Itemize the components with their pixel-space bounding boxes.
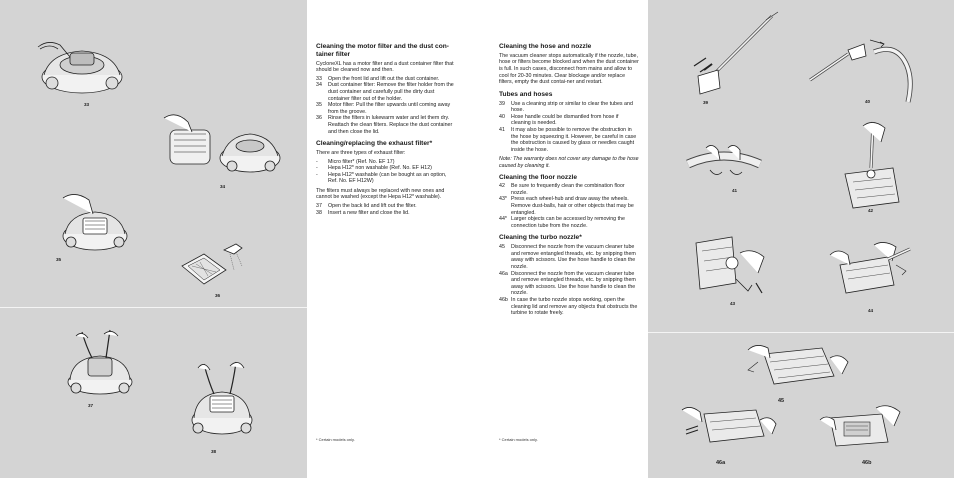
figure-40-label: 40: [865, 99, 871, 104]
figure-35-illustration: [55, 188, 135, 256]
figure-44-label: 44: [868, 308, 874, 313]
figure-39-label: 39: [703, 100, 709, 105]
bullet-item: - Micro filter* (Ref. No. EF 17): [316, 158, 395, 165]
list-item: 37 Open the back lid and lift out the filter.: [316, 203, 417, 210]
figure-36-illustration: [180, 240, 252, 292]
paragraph: There are three types of exhaust filter:: [316, 149, 406, 156]
section-heading: Cleaning the turbo nozzle*: [499, 234, 582, 242]
list-item: 44* Larger objects can be accessed by removing the connection tube from the nozzle.: [499, 216, 625, 229]
section-heading: Cleaning the hose and nozzle: [499, 43, 592, 50]
figure-38-label: 38: [211, 449, 217, 454]
section-heading: Cleaning the motor filter and the dust con-tainer filter: [316, 43, 449, 58]
figure-39-illustration: [668, 10, 783, 102]
figure-41-illustration: [684, 138, 764, 193]
figure-46a-label: 46a: [716, 460, 726, 466]
figure-46b-illustration: [816, 402, 912, 456]
figure-37-label: 37: [88, 403, 94, 408]
section-heading: Cleaning the floor nozzle: [499, 173, 578, 181]
footnote: * Certain models only.: [316, 437, 355, 442]
figure-45-illustration: [744, 340, 854, 395]
figure-45-label: 45: [778, 398, 785, 404]
warranty-note: Note: The warranty does not cover any damage to the hose caused by cleaning it.: [499, 156, 639, 169]
figure-34-label: 34: [220, 184, 226, 189]
figure-34-illustration: [160, 108, 285, 183]
list-item: 35 Motor filter: Pull the filter upwards until coming away from the groove.: [316, 102, 451, 115]
figure-41-label: 41: [732, 188, 738, 193]
list-item: 46a Disconnect the nozzle from the vacuum cleaner tube and remove entangled threads, etc. by snipping them away with scissors. Use the hose handle to clean the nozzle.: [499, 270, 636, 297]
figure-33-label: 33: [84, 102, 90, 107]
figure-36-label: 36: [215, 293, 221, 298]
figure-33-illustration: [30, 35, 130, 100]
bullet-item: - Hepa H12* washable (can be bought as an option, Ref. No. EF H12W): [316, 171, 447, 185]
figure-38-illustration: [186, 358, 256, 442]
list-item: 33 Open the front lid and lift out the dust container.: [316, 75, 440, 82]
list-item: 38 Insert a new filter and close the lid.: [316, 209, 410, 216]
list-item: 46b In case the turbo nozzle stops working, open the cleaning lid and remove any objects that obstructs the turbine to rotate freely.: [499, 297, 638, 317]
list-item: 43* Press each wheel-hub and draw away the wheels. Remove dust-balls, hair or other objects that may be entangled.: [499, 196, 634, 216]
footnote: * Certain models only.: [499, 437, 538, 442]
list-item: 36 Rinse the filters in lukewarm water and let them dry. Reattach the clean filters. Replace the dust container and then close the lid.: [316, 115, 453, 135]
list-item: 40 Hose handle could be dismantled from hose if cleaning is needed.: [499, 113, 619, 127]
list-item: 42 Be sure to frequently clean the combination floor nozzle.: [499, 183, 625, 196]
figure-46a-illustration: [678, 400, 778, 456]
figure-43-label: 43: [730, 301, 736, 306]
right-illustration-panel: [648, 0, 954, 478]
section-heading: Tubes and hoses: [499, 90, 553, 98]
list-item: 45 Disconnect the nozzle from the vacuum cleaner tube and remove entangled threads, etc. by snipping them away with scissors. Use the hose handle to clean the nozzle.: [499, 244, 636, 271]
bullet-item: - Hepa H12* non washable (Ref. No. EF H12): [316, 165, 432, 172]
left-illustration-panel: [0, 0, 307, 478]
paragraph: The vacuum cleaner stops automatically if the nozzle, tube, hose or filters become blocked and when the dust container is full. In such cases, disconnect from mains and allow to cool for 20-30 minutes. Clear blockage and/or replace filters, empty the dust contai-ner and restart.: [499, 52, 639, 86]
paragraph: The filters must always be replaced with new ones and cannot be washed (except the Hepa H12* washable).: [316, 187, 445, 201]
figure-43-illustration: [692, 233, 776, 305]
panel-divider: [648, 332, 954, 333]
panel-divider: [0, 307, 307, 308]
text-column-1: [316, 43, 456, 216]
figure-37-illustration: [62, 328, 140, 400]
list-item: 39 Use a cleaning strip or similar to clear the tubes and hose.: [499, 100, 633, 114]
figure-42-label: 42: [868, 208, 874, 213]
section-heading: Cleaning/replacing the exhaust filter*: [316, 140, 433, 148]
paragraph: CycloneXL has a motor filter and a dust container filter that should be cleaned now and then.: [316, 60, 454, 74]
figure-44-illustration: [826, 235, 918, 305]
list-item: 34 Dust container filter: Remove the filter holder from the dust container and carefully pull the dirty dust container filter out of the holder.: [316, 82, 454, 102]
text-column-2: [499, 43, 639, 317]
list-item: 41 It may also be possible to remove the obstruction in the hose by squeezing it. However, be careful in case the obstruction is caused by glass or needles caught inside the hose.: [499, 126, 637, 153]
figure-42-illustration: [833, 118, 913, 210]
figure-46b-label: 46b: [862, 460, 872, 466]
figure-35-label: 35: [56, 257, 62, 262]
